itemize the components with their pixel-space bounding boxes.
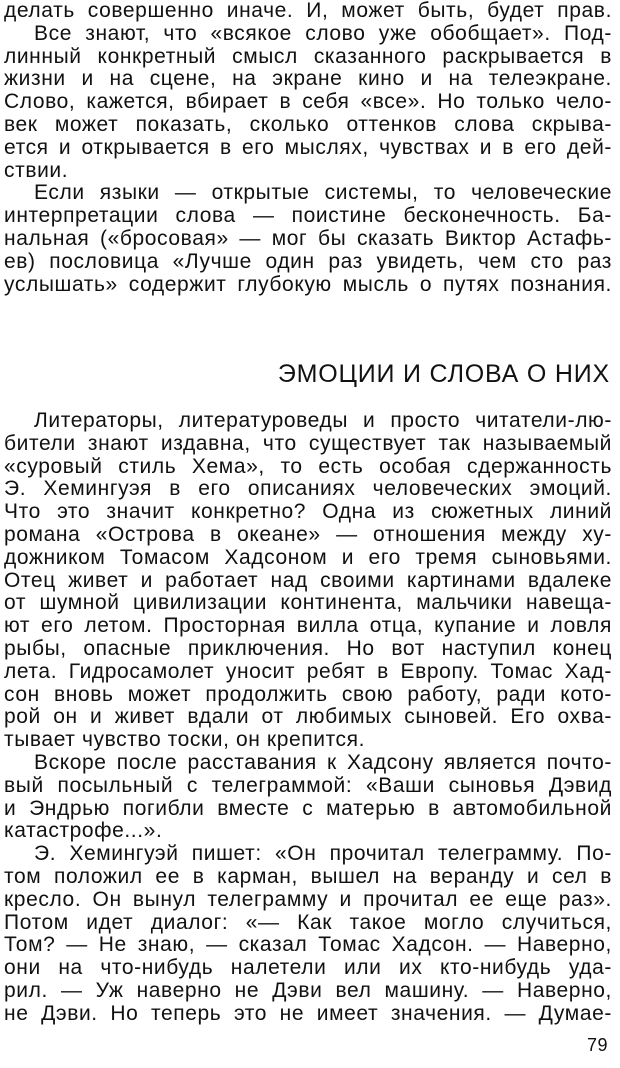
text-line: не Дэви. Но теперь это не имеет значения. — Думае- — [4, 1002, 612, 1025]
text-line: линный конкретный смысл сказанного раскрывается в — [4, 45, 612, 68]
text-line: ется и открывается в его мыслях, чувствах и в его дей- — [4, 136, 612, 159]
text-line: дожником Томасом Хадсоном и его тремя сыновьями. — [4, 546, 612, 569]
text-line: жизни и на сцене, на экране кино и на телеэкране. — [4, 68, 612, 91]
text-line: интерпретации слова — поистине бесконечность. Ба- — [4, 205, 612, 228]
top-text-block — [4, 0, 612, 296]
text-line: рил. — Уж наверно не Дэви вел машину. — Наверно, — [4, 979, 612, 1002]
text-line: Потом идет диалог: «— Как такое могло случиться, — [4, 911, 612, 934]
text-line: вый посыльный с телеграммой: «Ваши сыновья Дэвид — [4, 774, 612, 797]
text-line: делать совершенно иначе. И, может быть, будет прав. — [4, 0, 612, 22]
text-line: Отец живет и работает над своими картинами вдалеке — [4, 569, 612, 592]
text-line: ют его летом. Просторная вилла отца, купание и ловля — [4, 615, 612, 638]
text-line: катастрофе...». — [4, 820, 163, 843]
text-line: век может показать, сколько оттенков слова скрыва- — [4, 113, 612, 136]
text-line: лета. Гидросамолет уносит ребят в Европу. Томас Хад- — [4, 660, 612, 683]
text-line: нальная («бросовая» — мог бы сказать Виктор Астафь- — [4, 227, 612, 250]
text-line: от шумной цивилизации континента, мальчики навеща- — [4, 592, 612, 615]
text-line: Вскоре после расставания к Хадсону является почто- — [34, 751, 612, 774]
text-line: сон вновь может продолжить свою работу, ради кото- — [4, 683, 612, 706]
text-line: «суровый стиль Хема», то есть особая сдержанность — [4, 455, 612, 478]
text-line: услышать» содержит глубокую мысль о путях познания. — [4, 273, 612, 296]
main-text-block — [4, 410, 612, 1026]
text-line: Если языки — открытые системы, то человеческие — [34, 182, 612, 205]
text-line: Слово, кажется, вбирает в себя «все». Но только чело- — [4, 91, 612, 114]
text-line: тывает чувство тоски, он крепится. — [4, 729, 366, 752]
section-heading: ЭМОЦИИ И СЛОВА О НИХ — [277, 360, 610, 388]
text-line: Все знают, что «всякое слово уже обобщает». Под- — [34, 22, 612, 45]
text-line: кресло. Он вынул телеграмму и прочитал ее еще раз». — [4, 888, 612, 911]
text-line: рыбы, опасные приключения. Но вот наступил конец — [4, 637, 612, 660]
text-line: Том? — Не знаю, — сказал Томас Хадсон. — Наверно, — [4, 934, 612, 957]
text-line: ствии. — [4, 159, 69, 182]
text-line: Что это значит конкретно? Одна из сюжетных линий — [4, 501, 612, 524]
text-line: и Эндрью погибли вместе с матерью в автомобильной — [4, 797, 612, 820]
text-line: Э. Хемингуэя в его описаниях человеческих эмоций. — [4, 478, 612, 501]
text-line: рой он и живет вдали от любимых сыновей. Его охва- — [4, 706, 612, 729]
text-line: том положил ее в карман, вышел на веранду и сел в — [4, 865, 612, 888]
text-line: ев) пословица «Лучше один раз увидеть, чем сто раз — [4, 250, 612, 273]
text-line: бители знают издавна, что существует так называемый — [4, 432, 612, 455]
text-line: Э. Хемингуэй пишет: «Он прочитал телеграмму. По- — [34, 843, 612, 866]
text-line: романа «Острова в океане» — отношения между ху- — [4, 523, 612, 546]
text-line: они на что-нибудь налетели или их кто-нибудь уда- — [4, 957, 612, 980]
text-line: Литераторы, литературоведы и просто читатели-лю- — [34, 410, 612, 432]
page-number: 79 — [586, 1035, 608, 1055]
